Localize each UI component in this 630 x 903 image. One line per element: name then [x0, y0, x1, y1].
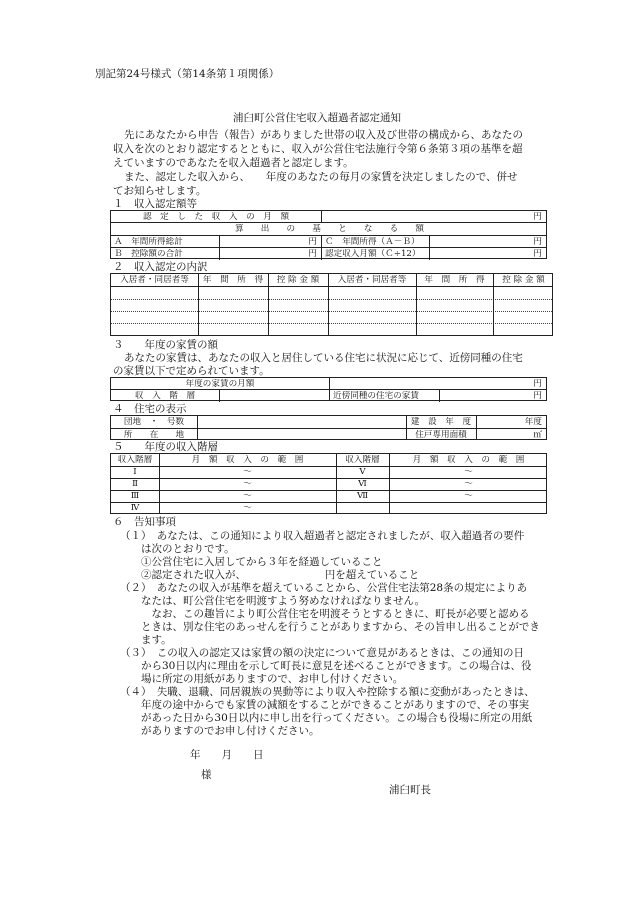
range-5: ～	[464, 467, 473, 477]
date-line: 年 月 日	[190, 749, 264, 761]
monthly-income-label: 認 定 し た 収 入 の 月 額	[142, 212, 290, 222]
notice-line-16: がありますのでお申し付けください。	[120, 725, 320, 737]
stage-col-left: 収入階層	[117, 455, 153, 465]
notice-line-4: ②認定された収入が、 円を超えていること	[120, 569, 420, 581]
certified-monthly-yen: 円	[533, 249, 542, 259]
stage-4: Ⅳ	[130, 503, 140, 513]
deduction-total-label: Ｂ 控除額の合計	[114, 249, 183, 259]
net-income-yen: 円	[533, 237, 542, 247]
section-5-heading: ５ 年度の収入階層	[113, 441, 218, 453]
issuer-name: 浦臼町長	[389, 784, 431, 796]
net-income-label: Ｃ 年間所得（Ａ－Ｂ）	[325, 237, 420, 247]
intro-line-5: てお知らせします。	[113, 185, 207, 197]
page-title: 浦臼町公営住宅収入超過者認定通知	[233, 112, 401, 124]
income-breakdown-table	[110, 273, 553, 336]
floor-area-label: 住戸専用面積	[415, 430, 467, 440]
stage-3: Ⅲ	[130, 491, 140, 501]
intro-line-1: 先にあなたから申告（報告）がありました世帯の収入及び世帯の構成から、あなたの	[124, 129, 523, 141]
annual-income-label: Ａ 年間所得総計	[114, 237, 183, 247]
range-6: ～	[464, 479, 473, 489]
basis-label: 算 出 の 基 と な る 額	[234, 224, 425, 234]
built-year-unit: 年度	[524, 417, 542, 427]
floor-area-unit: ㎡	[533, 430, 542, 440]
range-7: ～	[464, 491, 473, 501]
notice-line-3: ①公営住宅に入居してから３年を経過していること	[120, 556, 383, 568]
notice-line-8: ときは、別な住宅のあっせんを行うことがありますから、その旨申し出ることができ	[120, 621, 540, 633]
deduction-total-yen: 円	[308, 249, 317, 259]
notice-line-9: ます。	[120, 634, 172, 646]
range-col-right: 月 額 収 入 の 範 囲	[412, 455, 525, 465]
income-stage-label: 収 入 階 層	[134, 391, 196, 401]
stage-5: Ⅴ	[359, 467, 366, 477]
notice-line-10: （３） この収入の認定又は家賃の額の決定について意見があるときは、この通知の日	[120, 647, 525, 659]
stage-2: Ⅱ	[132, 479, 138, 489]
notice-line-2: は次のとおりです。	[120, 543, 235, 555]
section-3-heading: ３ 年度の家賃の額	[113, 339, 218, 351]
col-income-2: 年 間 所 得	[424, 275, 485, 285]
form-number: 別記第24号様式（第14条第１項関係）	[95, 68, 280, 80]
intro-line-3: えていますのであなたを収入超過者と認定します。	[113, 157, 354, 169]
stage-7: Ⅶ	[356, 491, 369, 501]
notice-line-6: なたは、町公営住宅を明渡すよう努めなければなりません。	[120, 595, 426, 607]
nearby-rent-label: 近傍同種の住宅の家賃	[333, 391, 419, 401]
notice-line-12: 場に所定の用紙がありますので、お申し付けください。	[120, 673, 404, 685]
notice-line-5: （２） あなたの収入が基準を超えていることから、公営住宅法第28条の規定によりあ	[120, 582, 528, 594]
notice-line-11: から30日以内に理由を示して町長に意見を述べることができます。この場合は、役	[120, 660, 532, 672]
intro-line-4: また、認定した収入から、 年度のあなたの毎月の家賃を決定しましたので、併せ	[124, 171, 518, 183]
stage-6: Ⅵ	[358, 479, 367, 489]
col-deduction-2: 控 除 金 額	[502, 275, 545, 285]
certified-monthly-label: 認定収入月額（Ｃ÷12）	[325, 249, 421, 259]
col-deduction-1: 控 除 金 額	[276, 275, 320, 285]
location-label: 所 在 地	[123, 430, 185, 440]
rent-text-2: の家賃以下で定められています。	[113, 365, 270, 377]
stage-col-right: 収入階層	[345, 455, 380, 465]
estate-label: 団地 ・ 号数	[123, 417, 185, 427]
rent-text-1: あなたの家賃は、あなたの収入と居住している住宅に状況に応じて、近傍同種の住宅	[124, 352, 523, 364]
intro-line-2: 収入を次のとおり認定するとともに、収入が公営住宅法施行令第６条第３項の基準を超	[113, 143, 523, 155]
notice-line-13: （４） 失職、退職、同居親族の異動等により収入や控除する額に変動があったときは、	[120, 686, 535, 698]
income-table	[110, 210, 547, 259]
addressee-suffix: 様	[201, 769, 212, 781]
rent-monthly-label: 年度の家賃の月額	[185, 379, 255, 389]
stage-1: Ⅰ	[133, 467, 137, 477]
range-2: ～	[243, 479, 252, 489]
notice-line-7: なお、この趣旨により町公営住宅を明渡そうとするときに、町長が必要と認める	[120, 608, 530, 620]
section-1-heading: １ 収入認定額等	[113, 198, 197, 210]
income-stage-table	[110, 453, 547, 514]
notice-line-15: があった日から30日以内に申し出を行ってください。この場合も役場に所定の用紙	[120, 712, 533, 724]
section-6-heading: ６ 告知事項	[113, 516, 176, 528]
section-2-heading: ２ 収入認定の内訳	[113, 261, 208, 273]
rent-table	[110, 377, 547, 401]
notice-line-14: 年度の途中からでも家賃の減額をすることができることがありますので、その事実	[120, 699, 530, 711]
col-income-1: 年 間 所 得	[202, 275, 264, 285]
range-4: ～	[243, 503, 252, 513]
annual-income-yen: 円	[308, 237, 317, 247]
range-1: ～	[243, 467, 252, 477]
range-col-left: 月 額 収 入 の 範 囲	[191, 455, 304, 465]
notice-line-1: （１） あなたは、この通知により収入超過者と認定されましたが、収入超過者の要件	[120, 530, 525, 542]
housing-table	[110, 415, 547, 440]
built-year-label: 建 設 年 度	[410, 417, 472, 427]
monthly-income-yen: 円	[533, 212, 542, 222]
rent-monthly-yen: 円	[533, 379, 542, 389]
col-resident-1: 入居者・同居者等	[120, 275, 189, 285]
nearby-rent-yen: 円	[533, 391, 542, 401]
col-resident-2: 入居者・同居者等	[337, 275, 407, 285]
section-4-heading: ４ 住宅の表示	[113, 403, 187, 415]
range-3: ～	[243, 491, 252, 501]
